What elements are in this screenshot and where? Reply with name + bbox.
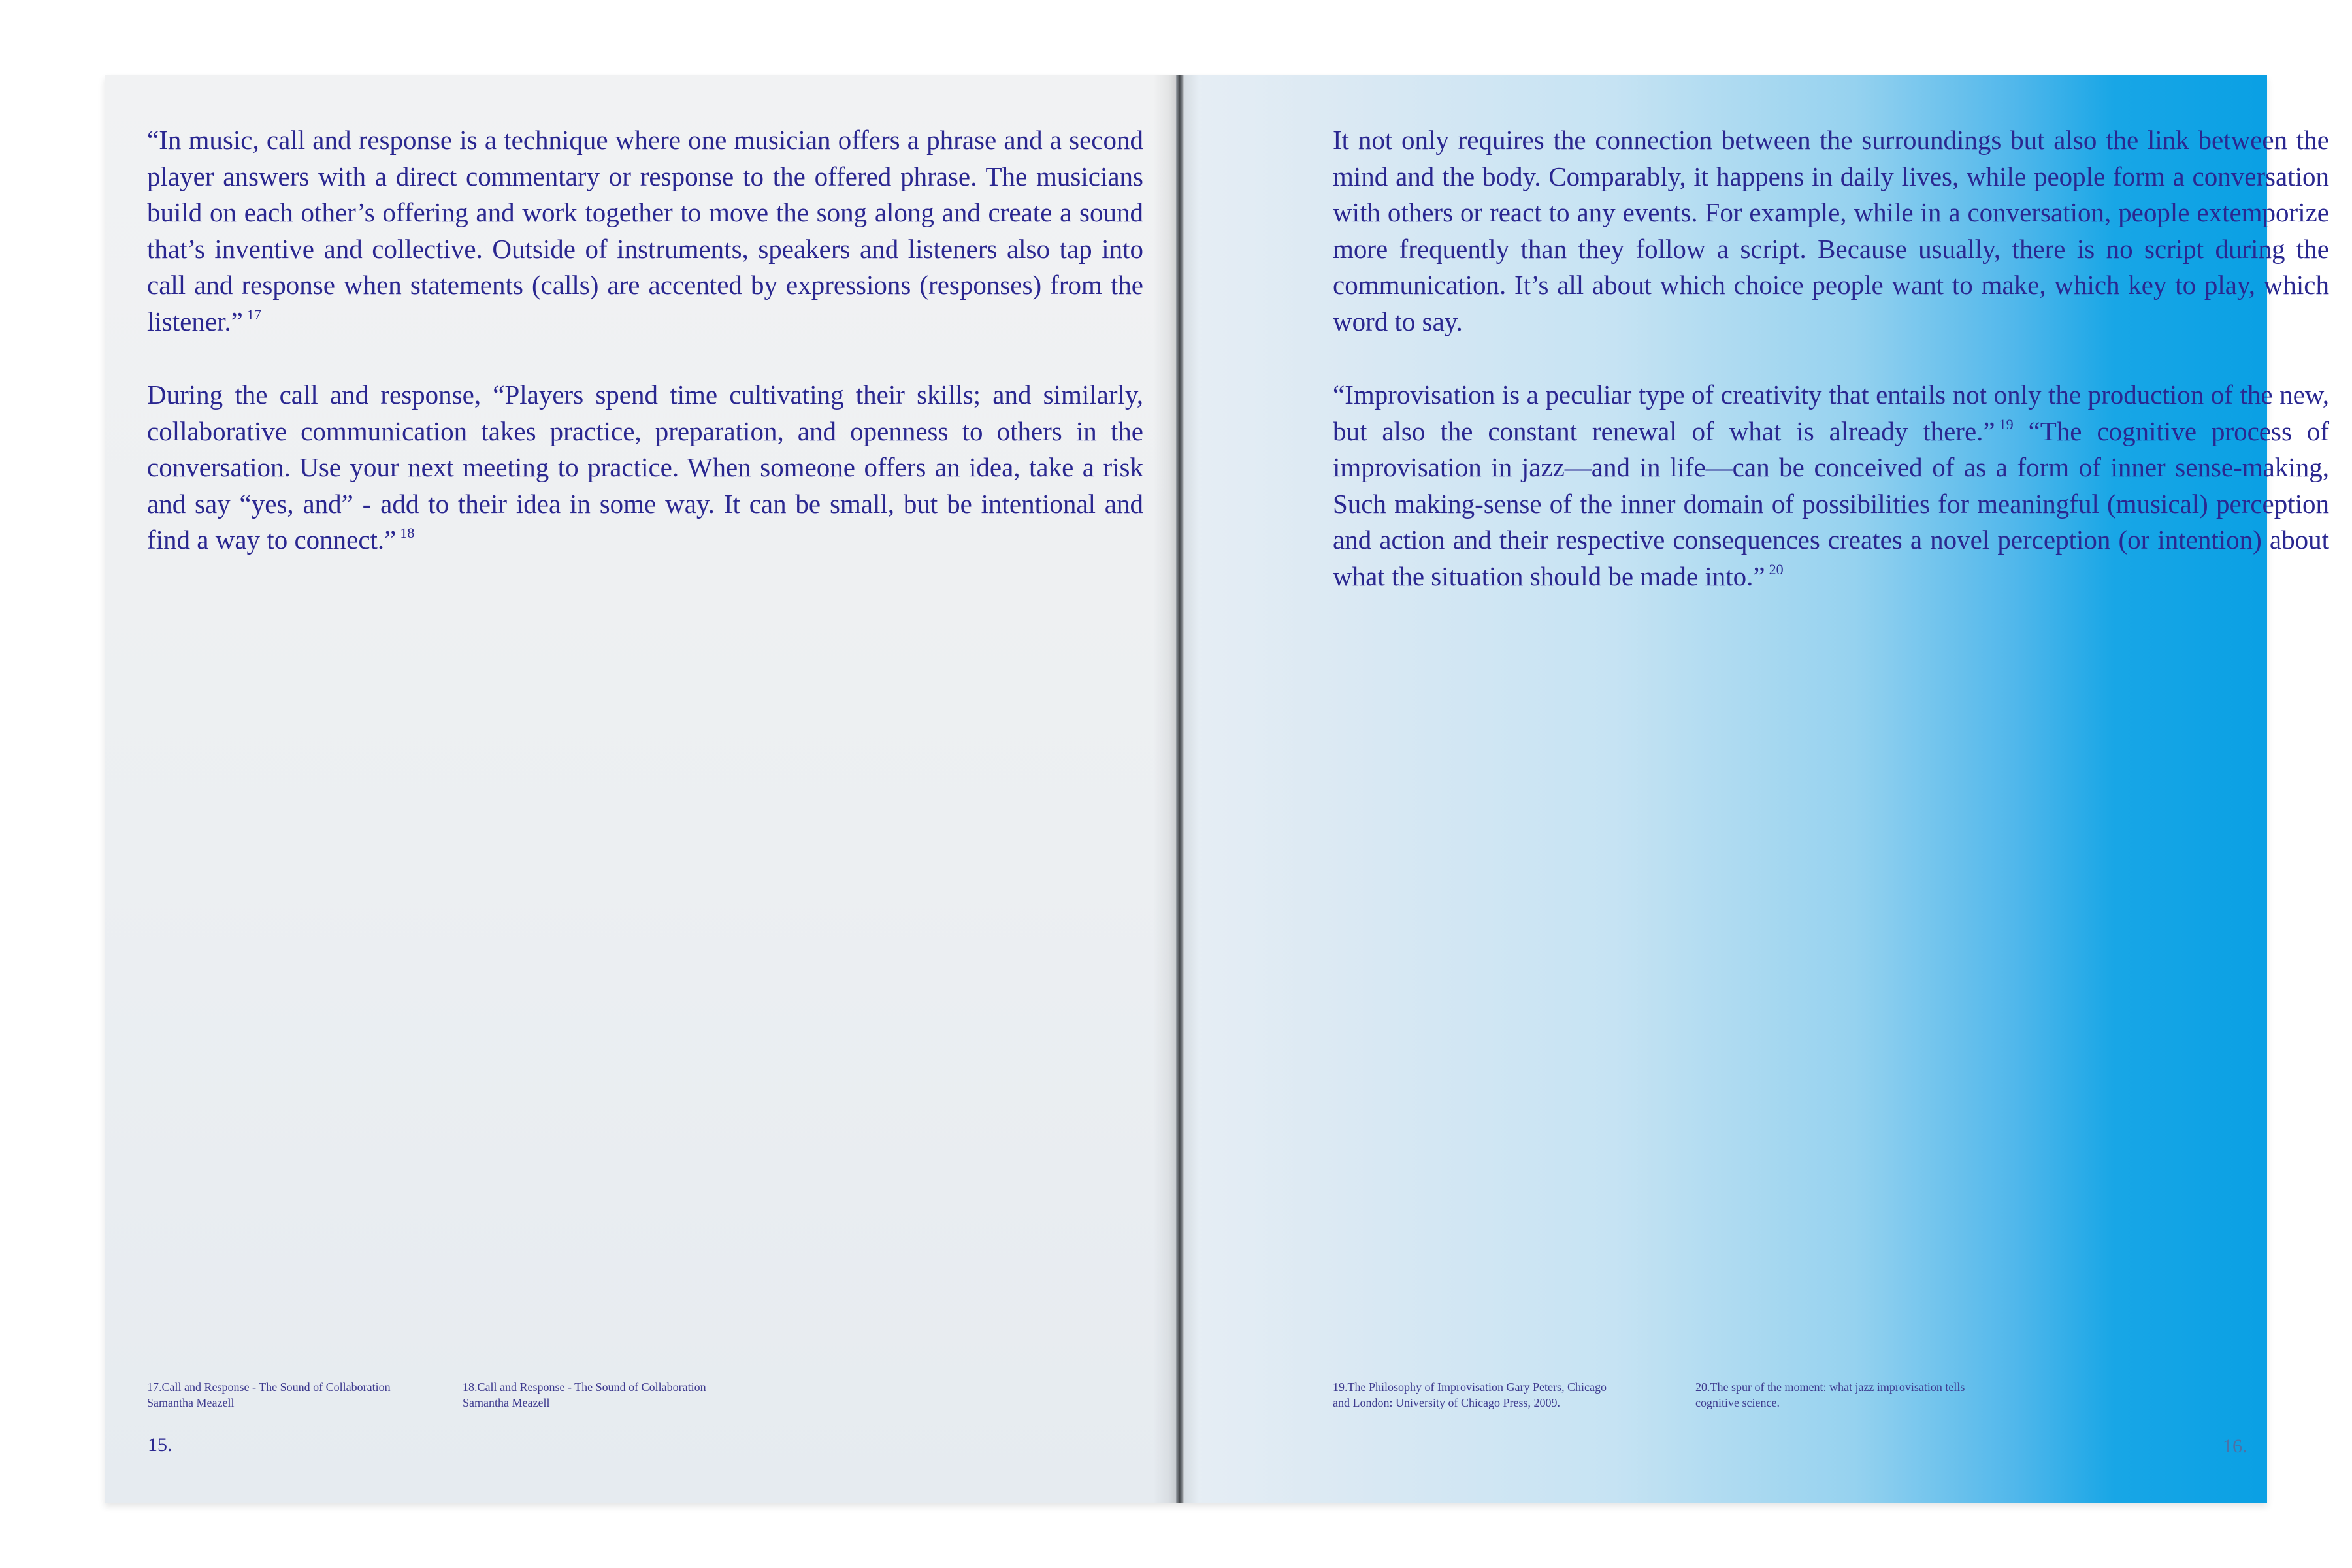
left-paragraph-2 xyxy=(147,377,1143,559)
right-page xyxy=(1179,75,2330,1503)
footnote-ref-17: 17 xyxy=(246,306,261,323)
footnote-ref-18: 18 xyxy=(400,525,415,541)
left-paragraph-2-text: During the call and response, “Players spend time cultivating their skills; and similarly, collaborative communication takes practice, preparation, and openness to others in the conversation. Use your next meeting to practice. When someone offers an idea, take a risk and say “yes, and” - add to their idea in some way. It can be small, but be intentional and find a way to connect.” xyxy=(147,380,1143,555)
page-number-left: 15. xyxy=(148,1434,172,1456)
right-paragraph-2 xyxy=(1333,377,2329,595)
footnote-18: 18.Call and Response - The Sound of Collaboration Samantha Meazell xyxy=(463,1380,706,1409)
left-page xyxy=(105,75,1179,1503)
right-paragraph-1: It not only requires the connection between the surroundings but also the link between the mind and the body. Comparably, it happens in daily lives, while people form a conversation with others or react to any events. For example, while in a conversation, people extemporize more frequently than they follow a script. Because usually, there is no script during the communication. It’s all about which choice people want to make, which key to play, which word to say. xyxy=(1333,125,2329,336)
left-paragraph-1 xyxy=(147,122,1143,340)
page-number-right: 16. xyxy=(2223,1435,2247,1457)
footnote-20: 20.The spur of the moment: what jazz improvisation tells cognitive science. xyxy=(1695,1380,1965,1409)
footnote-17: 17.Call and Response - The Sound of Collaboration Samantha Meazell xyxy=(147,1380,391,1409)
right-paragraph-2-part-2: “The cognitive process of improvisation in jazz—and in life—can be conceived of as a form of inner sense-making, Such making-sense of the inner domain of possibilities for meaningful (musical) perception and action and their respective consequences creates a novel perception (or intention) about what the situation should be made into.” xyxy=(1333,416,2330,591)
footnote-ref-20: 20 xyxy=(1769,561,1784,578)
book-spread xyxy=(105,75,2330,1503)
footnote-ref-19: 19 xyxy=(1999,416,2014,433)
book-spine xyxy=(1176,75,1184,1503)
spine-shadow-left xyxy=(1153,75,1179,1503)
footnote-19: 19.The Philosophy of Improvisation Gary Peters, Chicago and London: University of Chicago Press, 2009. xyxy=(1333,1380,1607,1409)
right-paragraph-2-part-1: “Improvisation is a peculiar type of creativity that entails not only the production of the new, but also the constant renewal of what is already there.” xyxy=(1333,380,2329,446)
left-paragraph-1-text: “In music, call and response is a technique where one musician offers a phrase and a second player answers with a direct commentary or response to the offered phrase. The musicians build on each other’s offering and work together to move the song along and create a sound that’s inventive and collective. Outside of instruments, speakers and listeners also tap into call and response when statements (calls) are accented by expressions (responses) from the listener.” xyxy=(147,125,1143,336)
